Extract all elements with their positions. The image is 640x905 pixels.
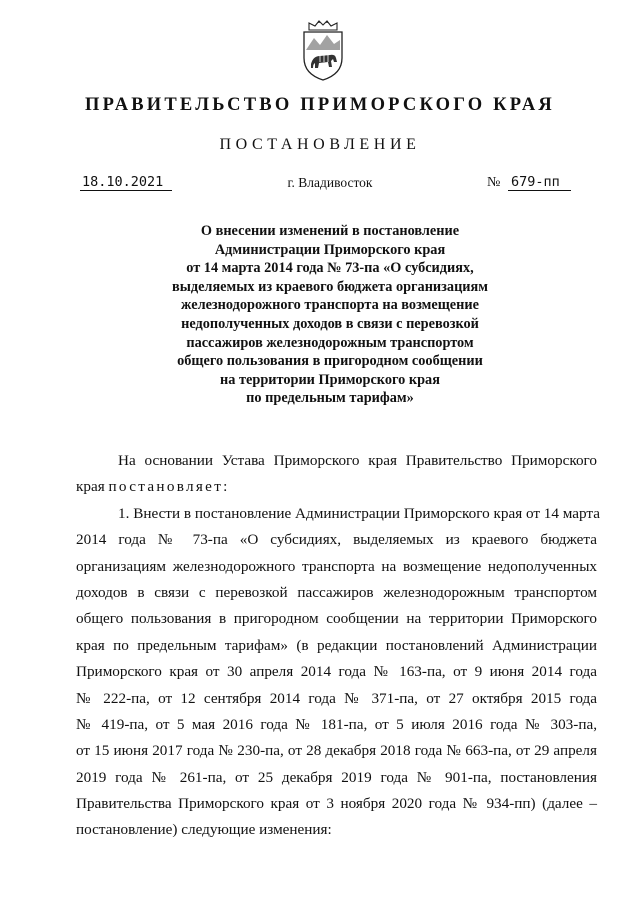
preamble-word: края [76, 478, 105, 496]
resolves-word: постановляет: [108, 478, 230, 496]
document-type: ПОСТАНОВЛЕНИЕ [219, 136, 421, 153]
primorsky-krai-coat-of-arms-icon [300, 20, 346, 82]
document-city: г. Владивосток [287, 175, 373, 190]
subject-line: по предельным тарифам» [246, 390, 414, 407]
document-body [76, 448, 600, 844]
paragraph-line: № 419-па, от 5 мая 2016 года № 181-па, от 5 июля 2016 года № 303-па, [76, 715, 597, 733]
paragraph-line: от 15 июня 2017 года № 230-па, от 28 декабря 2018 года № 663-па, от 29 апреля [76, 742, 597, 760]
subject-line: недополученных доходов в связи с перевозкой [181, 315, 479, 332]
subject-line: на территории Приморского края [220, 371, 440, 388]
document-number: 679-пп [508, 175, 571, 191]
paragraph-line: постановление) следующие изменения: [76, 821, 332, 839]
paragraph-line: доходов в связи с перевозкой пассажиров железнодорожным транспортом [76, 583, 597, 601]
subject-line: Администрации Приморского края [214, 241, 446, 258]
preamble-line: На основании Устава Приморского края Правительство Приморского [118, 452, 597, 469]
paragraph-line: Приморского края от 30 апреля 2014 года № 163-па, от 9 июня 2014 года [76, 663, 597, 681]
document-date: 18.10.2021 [80, 175, 172, 191]
government-title: ПРАВИТЕЛЬСТВО ПРИМОРСКОГО КРАЯ [84, 95, 555, 115]
document-subject [150, 222, 510, 408]
subject-line: пассажиров железнодорожным транспортом [186, 334, 474, 351]
paragraph-line: Правительства Приморского края от 3 ноября 2020 года № 934-пп) (далее – [76, 795, 597, 813]
subject-line: от 14 марта 2014 года № 73-па «О субсидиях, [186, 260, 474, 277]
paragraph-line: края по предельным тарифам» (в редакции постановлений Администрации [76, 636, 597, 654]
subject-line: железнодорожного транспорта на возмещение [181, 297, 479, 314]
paragraph-line: общего пользования в пригородном сообщении на территории Приморского [76, 610, 597, 628]
paragraph-line: № 222-па, от 12 сентября 2014 года № 371-па, от 27 октября 2015 года [76, 689, 597, 707]
number-sign: № [487, 175, 501, 190]
paragraph-line: 1. Внести в постановление Администрации Приморского края от 14 марта [118, 504, 600, 522]
subject-line: выделяемых из краевого бюджета организациям [171, 278, 489, 295]
paragraph-line: организациям железнодорожного транспорта на возмещение недополученных [76, 557, 597, 575]
subject-line: О внесении изменений в постановление [200, 223, 460, 239]
paragraph-line: 2019 года № 261-па, от 25 декабря 2019 года № 901-па, постановления [76, 768, 597, 786]
subject-line: общего пользования в пригородном сообщении [177, 353, 483, 370]
preamble-line [76, 474, 597, 500]
paragraph-line: 2014 года № 73-па «О субсидиях, выделяемых из краевого бюджета [76, 531, 597, 549]
